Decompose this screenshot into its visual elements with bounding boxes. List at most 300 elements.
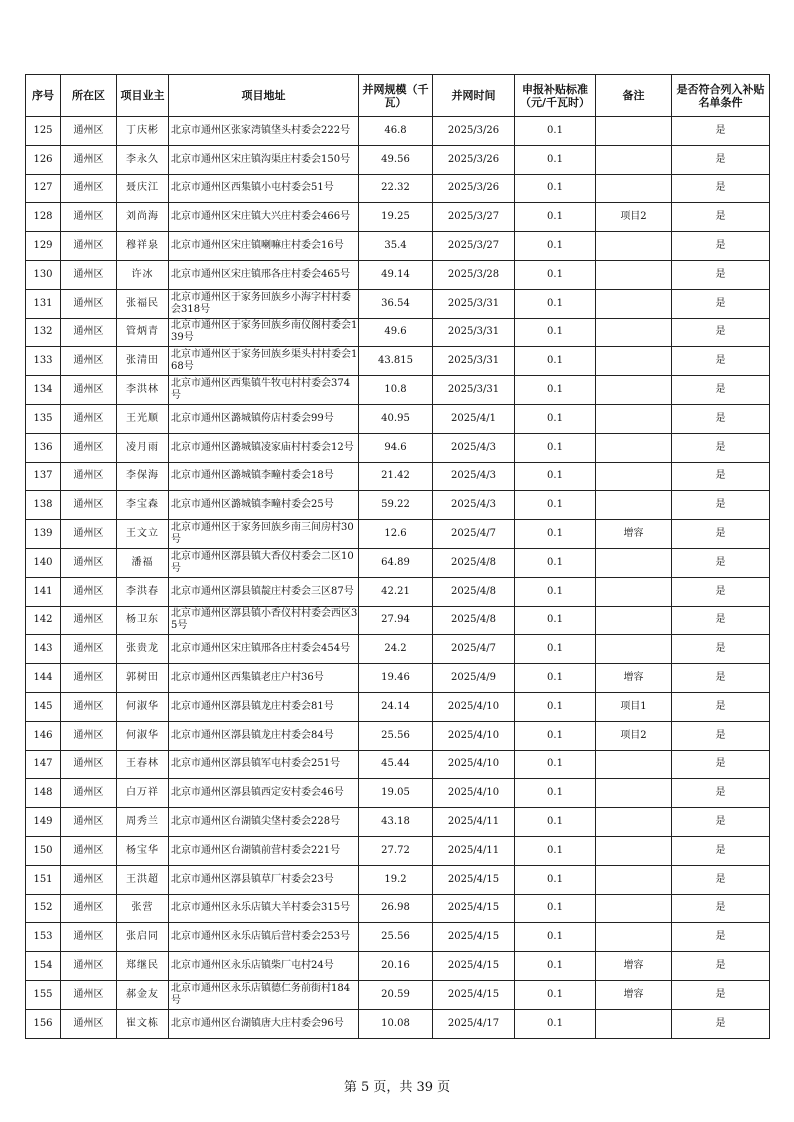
cell-subsidy: 0.1	[515, 462, 596, 491]
header-owner: 项目业主	[117, 75, 169, 117]
cell-address: 北京市通州区台湖镇尖垡村委会228号	[169, 808, 359, 837]
cell-remark: 项目2	[596, 203, 672, 232]
header-subsidy: 申报补贴标准（元/千瓦时）	[515, 75, 596, 117]
cell-date: 2025/3/26	[433, 174, 515, 203]
cell-eligible: 是	[672, 606, 770, 635]
cell-district: 通州区	[61, 1009, 117, 1038]
cell-date: 2025/4/11	[433, 836, 515, 865]
cell-district: 通州区	[61, 606, 117, 635]
cell-address: 北京市通州区西集镇老庄户村36号	[169, 664, 359, 693]
table-row	[26, 779, 770, 808]
cell-subsidy: 0.1	[515, 203, 596, 232]
cell-seq: 145	[26, 692, 61, 721]
table-row	[26, 548, 770, 577]
cell-seq: 135	[26, 404, 61, 433]
cell-address: 北京市通州区于家务回族乡渠头村村委会168号	[169, 347, 359, 376]
cell-subsidy: 0.1	[515, 606, 596, 635]
cell-address: 北京市通州区台湖镇前营村委会221号	[169, 836, 359, 865]
cell-capacity: 21.42	[359, 462, 433, 491]
cell-address: 北京市通州区潞城镇李疃村委会25号	[169, 491, 359, 520]
cell-eligible: 是	[672, 548, 770, 577]
cell-remark	[596, 1009, 672, 1038]
cell-remark: 项目1	[596, 692, 672, 721]
cell-subsidy: 0.1	[515, 117, 596, 146]
cell-address: 北京市通州区西集镇牛牧屯村村委会374号	[169, 376, 359, 405]
cell-address: 北京市通州区台湖镇唐大庄村委会96号	[169, 1009, 359, 1038]
cell-owner: 崔文栋	[117, 1009, 169, 1038]
cell-remark	[596, 404, 672, 433]
cell-date: 2025/4/3	[433, 433, 515, 462]
cell-district: 通州区	[61, 145, 117, 174]
cell-address: 北京市通州区永乐店镇大羊村委会315号	[169, 894, 359, 923]
cell-seq: 153	[26, 923, 61, 952]
cell-subsidy: 0.1	[515, 347, 596, 376]
header-remark: 备注	[596, 75, 672, 117]
cell-seq: 140	[26, 548, 61, 577]
cell-subsidy: 0.1	[515, 318, 596, 347]
cell-remark	[596, 606, 672, 635]
cell-address: 北京市通州区于家务回族乡南三间房村30号	[169, 520, 359, 549]
cell-eligible: 是	[672, 923, 770, 952]
cell-district: 通州区	[61, 232, 117, 261]
cell-remark	[596, 750, 672, 779]
cell-date: 2025/4/15	[433, 952, 515, 981]
table-row	[26, 865, 770, 894]
cell-subsidy: 0.1	[515, 923, 596, 952]
cell-seq: 156	[26, 1009, 61, 1038]
cell-seq: 141	[26, 577, 61, 606]
cell-district: 通州区	[61, 894, 117, 923]
cell-owner: 张福民	[117, 289, 169, 318]
cell-owner: 聂庆江	[117, 174, 169, 203]
cell-remark	[596, 376, 672, 405]
cell-subsidy: 0.1	[515, 952, 596, 981]
cell-owner: 凌月雨	[117, 433, 169, 462]
cell-capacity: 25.56	[359, 721, 433, 750]
cell-district: 通州区	[61, 117, 117, 146]
cell-date: 2025/4/7	[433, 520, 515, 549]
header-seq: 序号	[26, 75, 61, 117]
cell-subsidy: 0.1	[515, 232, 596, 261]
cell-capacity: 27.94	[359, 606, 433, 635]
cell-address: 北京市通州区漷县镇龙庄村委会81号	[169, 692, 359, 721]
table-row	[26, 404, 770, 433]
header-eligible: 是否符合列入补贴名单条件	[672, 75, 770, 117]
cell-capacity: 94.6	[359, 433, 433, 462]
cell-remark	[596, 865, 672, 894]
cell-address: 北京市通州区张家湾镇垡头村委会222号	[169, 117, 359, 146]
cell-eligible: 是	[672, 577, 770, 606]
cell-capacity: 24.14	[359, 692, 433, 721]
cell-remark	[596, 548, 672, 577]
cell-eligible: 是	[672, 491, 770, 520]
cell-owner: 穆祥泉	[117, 232, 169, 261]
page-number: 第 5 页，共 39 页	[343, 1080, 451, 1095]
cell-seq: 154	[26, 952, 61, 981]
cell-subsidy: 0.1	[515, 145, 596, 174]
cell-address: 北京市通州区永乐店镇柴厂屯村24号	[169, 952, 359, 981]
cell-district: 通州区	[61, 404, 117, 433]
cell-remark: 增容	[596, 664, 672, 693]
cell-subsidy: 0.1	[515, 289, 596, 318]
cell-subsidy: 0.1	[515, 1009, 596, 1038]
cell-eligible: 是	[672, 692, 770, 721]
cell-subsidy: 0.1	[515, 808, 596, 837]
cell-eligible: 是	[672, 750, 770, 779]
cell-date: 2025/3/26	[433, 145, 515, 174]
cell-date: 2025/4/10	[433, 779, 515, 808]
header-date: 并网时间	[433, 75, 515, 117]
cell-eligible: 是	[672, 203, 770, 232]
table-row	[26, 980, 770, 1009]
cell-remark: 增容	[596, 952, 672, 981]
cell-district: 通州区	[61, 462, 117, 491]
cell-seq: 146	[26, 721, 61, 750]
cell-eligible: 是	[672, 347, 770, 376]
cell-eligible: 是	[672, 664, 770, 693]
table-row	[26, 117, 770, 146]
cell-eligible: 是	[672, 117, 770, 146]
cell-eligible: 是	[672, 635, 770, 664]
cell-subsidy: 0.1	[515, 548, 596, 577]
cell-district: 通州区	[61, 260, 117, 289]
cell-subsidy: 0.1	[515, 779, 596, 808]
cell-eligible: 是	[672, 520, 770, 549]
table-row	[26, 260, 770, 289]
cell-district: 通州区	[61, 548, 117, 577]
cell-address: 北京市通州区漷县镇西定安村委会46号	[169, 779, 359, 808]
cell-seq: 152	[26, 894, 61, 923]
cell-owner: 何淑华	[117, 692, 169, 721]
table-row	[26, 376, 770, 405]
cell-capacity: 20.16	[359, 952, 433, 981]
cell-date: 2025/4/11	[433, 808, 515, 837]
cell-address: 北京市通州区宋庄镇大兴庄村委会466号	[169, 203, 359, 232]
cell-seq: 147	[26, 750, 61, 779]
cell-seq: 132	[26, 318, 61, 347]
table-row	[26, 289, 770, 318]
header-capacity: 并网规模（千瓦）	[359, 75, 433, 117]
cell-address: 北京市通州区宋庄镇喇嘛庄村委会16号	[169, 232, 359, 261]
cell-eligible: 是	[672, 289, 770, 318]
cell-subsidy: 0.1	[515, 260, 596, 289]
cell-seq: 126	[26, 145, 61, 174]
cell-date: 2025/4/3	[433, 491, 515, 520]
cell-date: 2025/3/27	[433, 232, 515, 261]
cell-address: 北京市通州区宋庄镇沟渠庄村委会150号	[169, 145, 359, 174]
cell-date: 2025/4/8	[433, 606, 515, 635]
cell-address: 北京市通州区漷县镇草厂村委会23号	[169, 865, 359, 894]
cell-district: 通州区	[61, 779, 117, 808]
cell-capacity: 19.25	[359, 203, 433, 232]
cell-address: 北京市通州区漷县镇军屯村委会251号	[169, 750, 359, 779]
cell-district: 通州区	[61, 376, 117, 405]
cell-owner: 丁庆彬	[117, 117, 169, 146]
cell-subsidy: 0.1	[515, 174, 596, 203]
cell-date: 2025/4/10	[433, 721, 515, 750]
cell-eligible: 是	[672, 376, 770, 405]
cell-address: 北京市通州区永乐店镇后营村委会253号	[169, 923, 359, 952]
table-row	[26, 750, 770, 779]
cell-capacity: 27.72	[359, 836, 433, 865]
cell-capacity: 42.21	[359, 577, 433, 606]
cell-date: 2025/4/3	[433, 462, 515, 491]
cell-remark	[596, 174, 672, 203]
cell-capacity: 64.89	[359, 548, 433, 577]
cell-remark	[596, 808, 672, 837]
cell-address: 北京市通州区漷县镇大香仪村委会二区10号	[169, 548, 359, 577]
cell-date: 2025/4/15	[433, 923, 515, 952]
cell-district: 通州区	[61, 577, 117, 606]
cell-capacity: 45.44	[359, 750, 433, 779]
cell-remark	[596, 836, 672, 865]
cell-subsidy: 0.1	[515, 664, 596, 693]
cell-capacity: 43.815	[359, 347, 433, 376]
cell-capacity: 40.95	[359, 404, 433, 433]
cell-address: 北京市通州区潞城镇李疃村委会18号	[169, 462, 359, 491]
cell-seq: 129	[26, 232, 61, 261]
cell-owner: 张清田	[117, 347, 169, 376]
cell-eligible: 是	[672, 174, 770, 203]
cell-date: 2025/4/1	[433, 404, 515, 433]
cell-remark	[596, 117, 672, 146]
cell-subsidy: 0.1	[515, 491, 596, 520]
cell-remark	[596, 232, 672, 261]
cell-owner: 李保海	[117, 462, 169, 491]
cell-eligible: 是	[672, 721, 770, 750]
table-row	[26, 836, 770, 865]
cell-remark	[596, 577, 672, 606]
table-row	[26, 347, 770, 376]
cell-capacity: 25.56	[359, 923, 433, 952]
cell-seq: 133	[26, 347, 61, 376]
cell-district: 通州区	[61, 750, 117, 779]
cell-capacity: 10.8	[359, 376, 433, 405]
cell-district: 通州区	[61, 808, 117, 837]
cell-remark	[596, 894, 672, 923]
cell-address: 北京市通州区潞城镇侉店村委会99号	[169, 404, 359, 433]
table-row	[26, 520, 770, 549]
cell-date: 2025/3/31	[433, 289, 515, 318]
cell-capacity: 46.8	[359, 117, 433, 146]
cell-eligible: 是	[672, 1009, 770, 1038]
table-row	[26, 433, 770, 462]
cell-owner: 李永久	[117, 145, 169, 174]
cell-seq: 136	[26, 433, 61, 462]
cell-district: 通州区	[61, 347, 117, 376]
cell-remark	[596, 260, 672, 289]
cell-district: 通州区	[61, 289, 117, 318]
cell-eligible: 是	[672, 865, 770, 894]
cell-capacity: 20.59	[359, 980, 433, 1009]
cell-address: 北京市通州区漷县镇小香仪村村委会西区35号	[169, 606, 359, 635]
cell-owner: 潘福	[117, 548, 169, 577]
cell-seq: 134	[26, 376, 61, 405]
cell-subsidy: 0.1	[515, 721, 596, 750]
cell-district: 通州区	[61, 664, 117, 693]
cell-seq: 148	[26, 779, 61, 808]
cell-owner: 李洪春	[117, 577, 169, 606]
cell-seq: 143	[26, 635, 61, 664]
cell-district: 通州区	[61, 721, 117, 750]
cell-eligible: 是	[672, 260, 770, 289]
cell-subsidy: 0.1	[515, 520, 596, 549]
cell-capacity: 24.2	[359, 635, 433, 664]
cell-date: 2025/3/31	[433, 347, 515, 376]
table-row	[26, 808, 770, 837]
cell-date: 2025/4/15	[433, 894, 515, 923]
cell-remark: 项目2	[596, 721, 672, 750]
cell-owner: 张启同	[117, 923, 169, 952]
cell-owner: 周秀兰	[117, 808, 169, 837]
cell-seq: 138	[26, 491, 61, 520]
cell-district: 通州区	[61, 980, 117, 1009]
cell-district: 通州区	[61, 174, 117, 203]
cell-seq: 149	[26, 808, 61, 837]
table-row	[26, 462, 770, 491]
cell-owner: 王光顺	[117, 404, 169, 433]
cell-owner: 许冰	[117, 260, 169, 289]
cell-capacity: 10.08	[359, 1009, 433, 1038]
cell-subsidy: 0.1	[515, 750, 596, 779]
table-row	[26, 952, 770, 981]
table-row	[26, 203, 770, 232]
cell-capacity: 49.56	[359, 145, 433, 174]
cell-date: 2025/4/17	[433, 1009, 515, 1038]
cell-seq: 150	[26, 836, 61, 865]
cell-eligible: 是	[672, 808, 770, 837]
cell-owner: 何淑华	[117, 721, 169, 750]
cell-owner: 白万祥	[117, 779, 169, 808]
cell-address: 北京市通州区永乐店镇德仁务前街村184号	[169, 980, 359, 1009]
cell-capacity: 59.22	[359, 491, 433, 520]
cell-owner: 李宝森	[117, 491, 169, 520]
cell-remark	[596, 462, 672, 491]
cell-owner: 王洪超	[117, 865, 169, 894]
cell-district: 通州区	[61, 433, 117, 462]
cell-eligible: 是	[672, 779, 770, 808]
cell-date: 2025/3/26	[433, 117, 515, 146]
table-row	[26, 577, 770, 606]
cell-address: 北京市通州区漷县镇龙庄村委会84号	[169, 721, 359, 750]
cell-eligible: 是	[672, 462, 770, 491]
cell-address: 北京市通州区西集镇小屯村委会51号	[169, 174, 359, 203]
header-district: 所在区	[61, 75, 117, 117]
cell-remark	[596, 433, 672, 462]
cell-owner: 王文立	[117, 520, 169, 549]
cell-seq: 131	[26, 289, 61, 318]
cell-remark	[596, 779, 672, 808]
cell-remark: 增容	[596, 980, 672, 1009]
cell-subsidy: 0.1	[515, 404, 596, 433]
cell-owner: 郭树田	[117, 664, 169, 693]
cell-capacity: 26.98	[359, 894, 433, 923]
cell-district: 通州区	[61, 952, 117, 981]
cell-subsidy: 0.1	[515, 836, 596, 865]
table-row	[26, 232, 770, 261]
subsidy-table	[25, 74, 770, 1039]
cell-district: 通州区	[61, 692, 117, 721]
cell-eligible: 是	[672, 836, 770, 865]
cell-remark	[596, 145, 672, 174]
cell-district: 通州区	[61, 318, 117, 347]
cell-eligible: 是	[672, 433, 770, 462]
cell-district: 通州区	[61, 836, 117, 865]
cell-eligible: 是	[672, 318, 770, 347]
cell-seq: 139	[26, 520, 61, 549]
cell-eligible: 是	[672, 232, 770, 261]
cell-address: 北京市通州区宋庄镇邢各庄村委会465号	[169, 260, 359, 289]
cell-date: 2025/4/10	[433, 750, 515, 779]
cell-district: 通州区	[61, 923, 117, 952]
cell-owner: 王春林	[117, 750, 169, 779]
cell-district: 通州区	[61, 203, 117, 232]
cell-seq: 144	[26, 664, 61, 693]
table-row	[26, 174, 770, 203]
cell-owner: 郑继民	[117, 952, 169, 981]
cell-district: 通州区	[61, 491, 117, 520]
table-row	[26, 721, 770, 750]
cell-remark	[596, 491, 672, 520]
cell-date: 2025/3/28	[433, 260, 515, 289]
cell-seq: 127	[26, 174, 61, 203]
cell-subsidy: 0.1	[515, 433, 596, 462]
cell-seq: 155	[26, 980, 61, 1009]
cell-capacity: 12.6	[359, 520, 433, 549]
cell-owner: 李洪林	[117, 376, 169, 405]
cell-remark	[596, 923, 672, 952]
cell-district: 通州区	[61, 520, 117, 549]
cell-address: 北京市通州区潞城镇凌家庙村村委会12号	[169, 433, 359, 462]
cell-owner: 杨卫东	[117, 606, 169, 635]
cell-seq: 128	[26, 203, 61, 232]
cell-capacity: 35.4	[359, 232, 433, 261]
cell-remark: 增容	[596, 520, 672, 549]
cell-subsidy: 0.1	[515, 865, 596, 894]
cell-date: 2025/4/15	[433, 980, 515, 1009]
cell-subsidy: 0.1	[515, 635, 596, 664]
cell-seq: 137	[26, 462, 61, 491]
table-row	[26, 692, 770, 721]
cell-remark	[596, 289, 672, 318]
cell-capacity: 43.18	[359, 808, 433, 837]
cell-address: 北京市通州区宋庄镇邢各庄村委会454号	[169, 635, 359, 664]
cell-capacity: 22.32	[359, 174, 433, 203]
cell-remark	[596, 318, 672, 347]
cell-district: 通州区	[61, 635, 117, 664]
cell-capacity: 49.14	[359, 260, 433, 289]
cell-address: 北京市通州区漷县镇靛庄村委会三区87号	[169, 577, 359, 606]
table-row	[26, 923, 770, 952]
table-body	[26, 117, 770, 1039]
cell-owner: 管炳青	[117, 318, 169, 347]
cell-seq: 125	[26, 117, 61, 146]
cell-subsidy: 0.1	[515, 980, 596, 1009]
cell-address: 北京市通州区于家务回族乡南仪阁村委会139号	[169, 318, 359, 347]
cell-capacity: 36.54	[359, 289, 433, 318]
table-row	[26, 145, 770, 174]
cell-capacity: 19.46	[359, 664, 433, 693]
cell-date: 2025/4/10	[433, 692, 515, 721]
cell-remark	[596, 635, 672, 664]
cell-owner: 郝金友	[117, 980, 169, 1009]
cell-seq: 142	[26, 606, 61, 635]
cell-date: 2025/4/15	[433, 865, 515, 894]
cell-subsidy: 0.1	[515, 376, 596, 405]
cell-remark	[596, 347, 672, 376]
table-row	[26, 664, 770, 693]
cell-capacity: 19.05	[359, 779, 433, 808]
